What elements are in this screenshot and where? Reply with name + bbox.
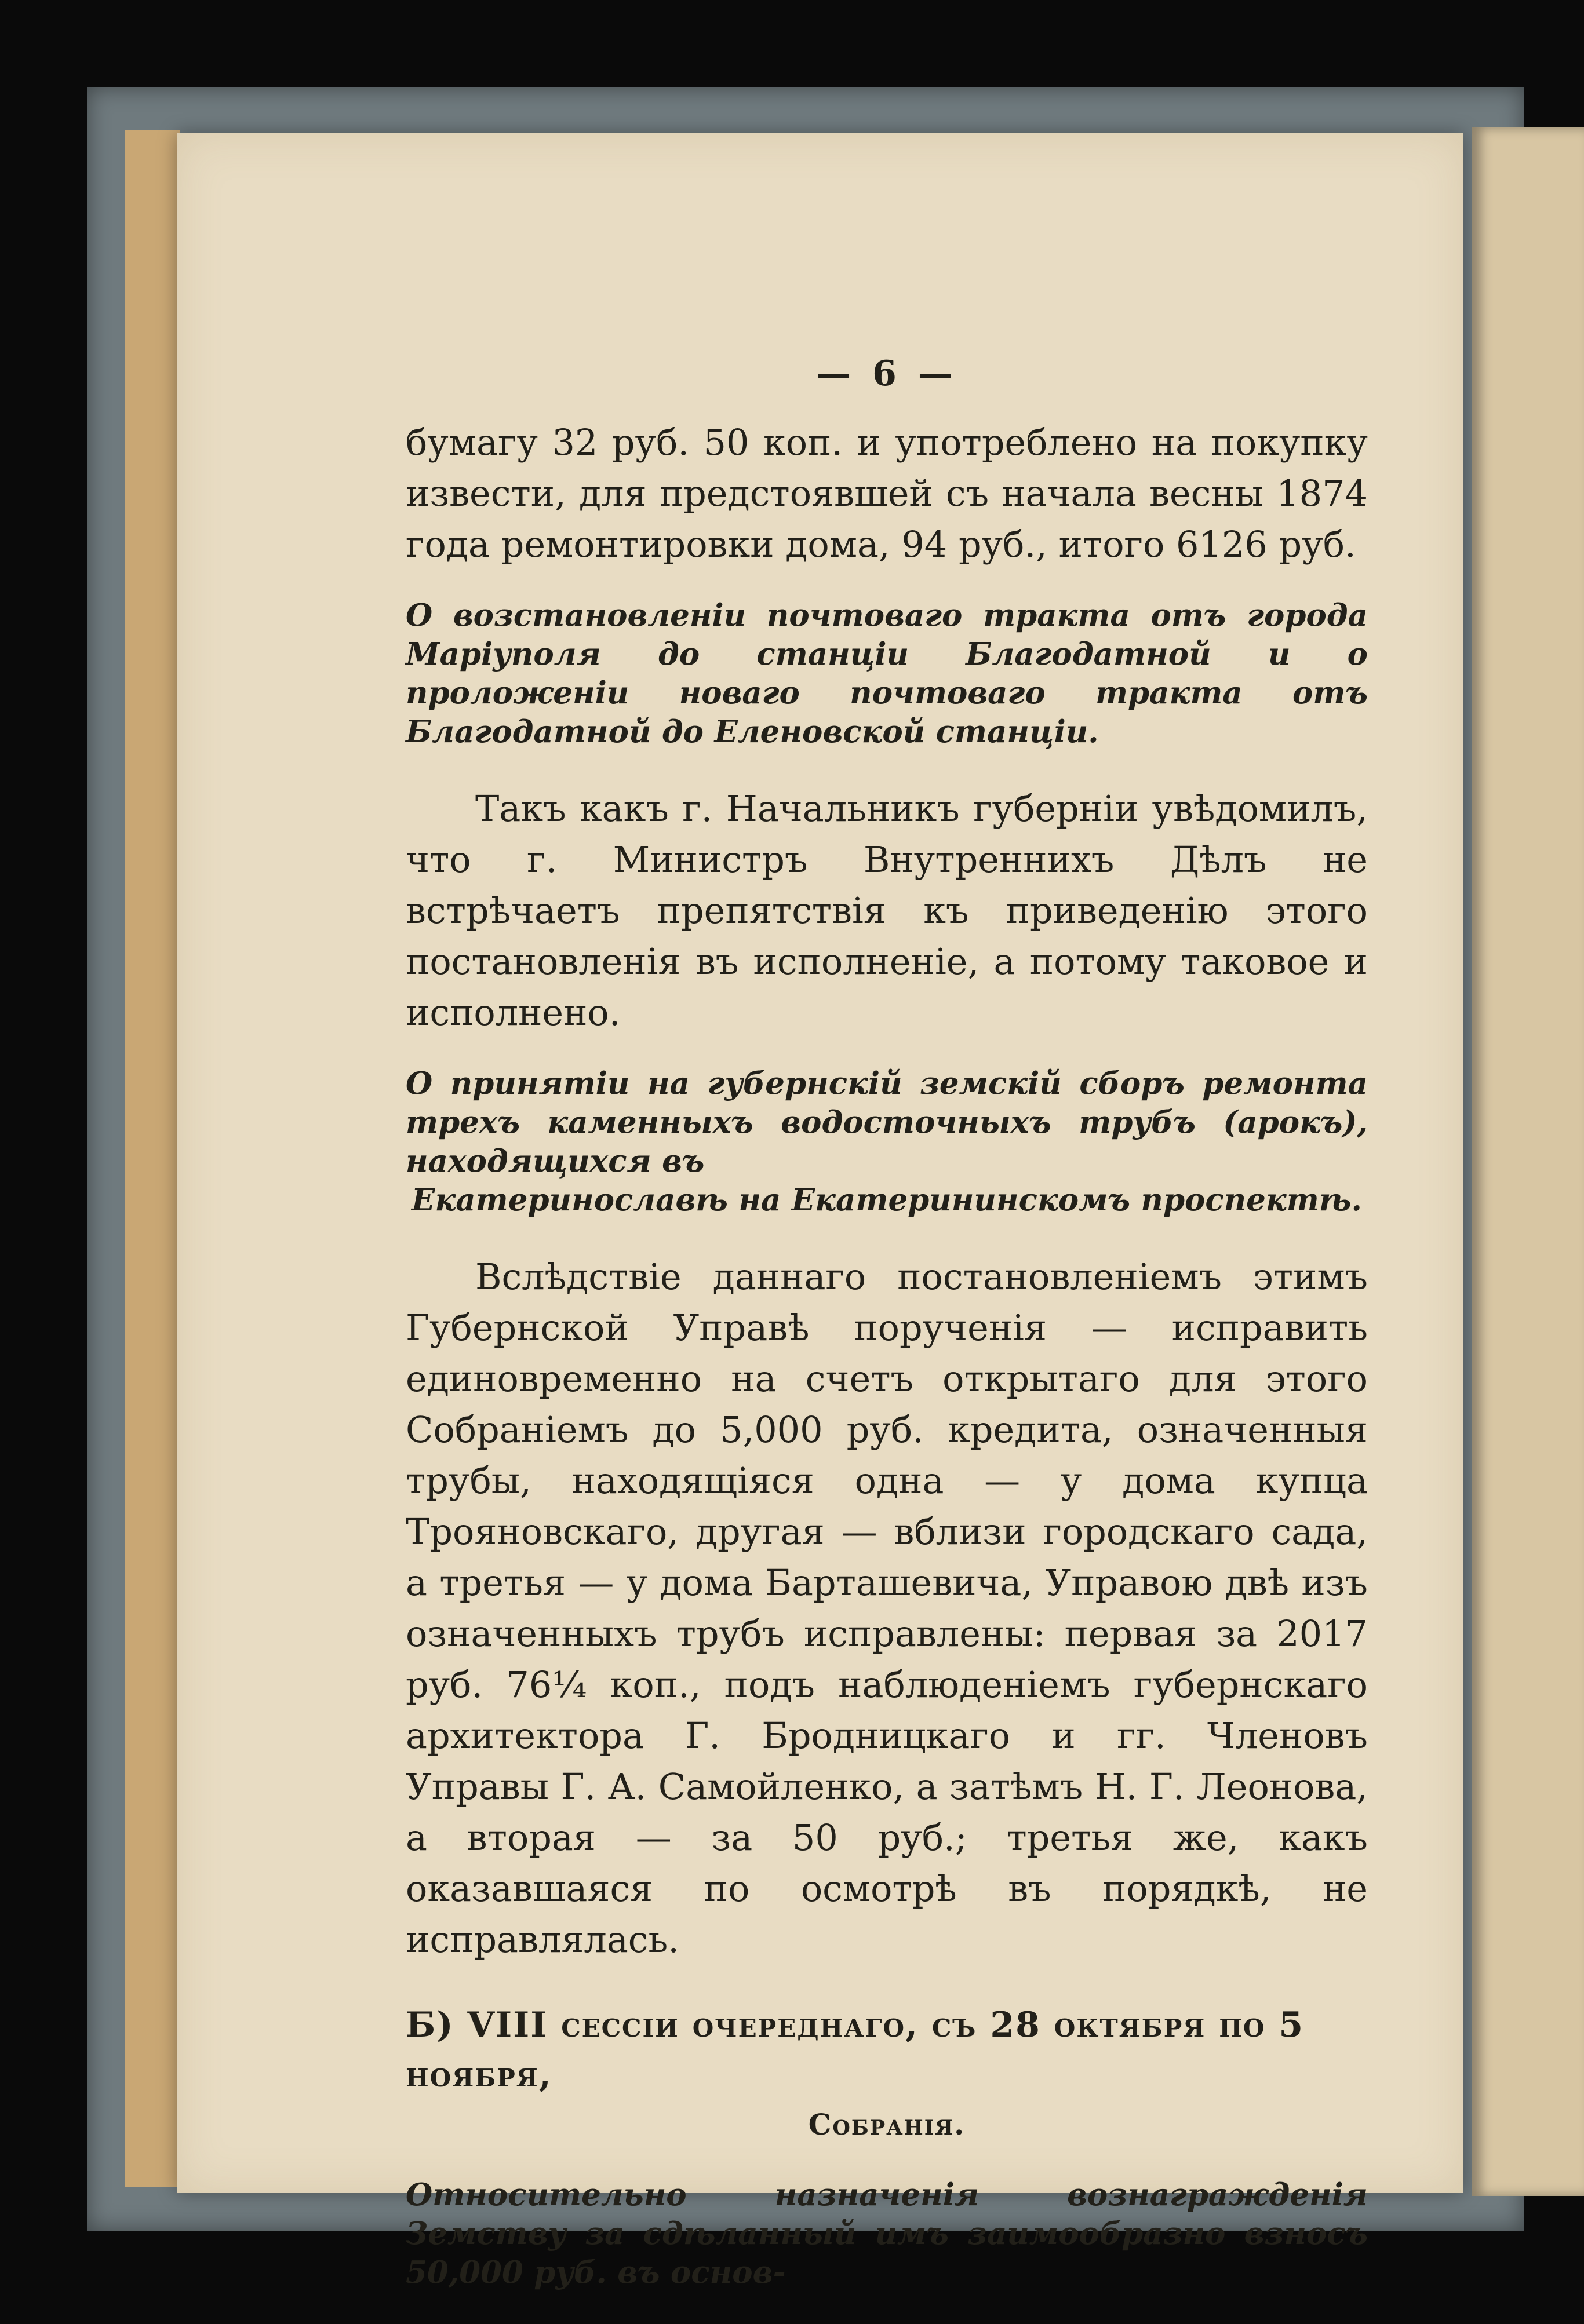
page-number: — 6 — [816,353,957,394]
heading-drain-pipes-last: Екатеринославѣ на Екатерининскомъ проспектѣ. [412,1182,1362,1218]
session-title-line2: Собранія. [808,2107,966,2141]
page-edge-strip [125,130,180,2187]
section-heading-drain-pipes [406,1064,1368,1220]
heading-drain-pipes-main: О принятіи на губернскій земскій сборъ ремонта трехъ каменныхъ водосточныхъ трубъ (арокъ), находящихся въ [406,1066,1368,1179]
facing-page-edge [1472,127,1584,2196]
section-heading-remuneration: Относительно назначенія вознагражденія Земству за сдѣланный имъ заимообразно взносъ 50,000 руб. въ основ- [406,2177,1368,2290]
page-content [406,353,1368,2324]
paragraph-minister: Такъ какъ г. Начальникъ губерніи увѣдомилъ, что г. Министръ Внутреннихъ Дѣлъ не встрѣчаетъ препятствія къ приведенію этого постановленія въ исполненіе, а потому таковое и исполнено. [406,787,1368,1034]
session-title [406,2000,1368,2150]
paragraph-continuation: бумагу 32 руб. 50 коп. и употреблено на покупку извести, для предстоявшей съ начала весны 1874 года ремонтировки дома, 94 руб., итого 6126 руб. [406,421,1368,566]
paragraph-repairs: Вслѣдствіе даннаго постановленіемъ этимъ Губернской Управѣ порученія — исправить единовременно на счетъ открытаго для этого Собраніемъ до 5,000 руб. кредита, означенныя трубы, находящіяся одна — у дома купца Трояновскаго, другая — вблизи городскаго сада, а третья — у дома Барташевича, Управою двѣ изъ означенныхъ трубъ исправлены: первая за 2017 руб. 76¼ коп., подъ наблюденіемъ губернскаго архитектора Г. Бродницкаго и гг. Членовъ Управы Г. А. Самойленко, а затѣмъ Н. Г. Леонова, а вторая — за 50 руб.; третья же, какъ оказавшаяся по осмотрѣ въ порядкѣ, не исправлялась. [406,1256,1368,1961]
session-title-line1: Б) VIII сессіи очереднаго, съ 28 октября по 5 ноября, [406,2005,1305,2095]
section-heading-postal-road: О возстановленіи почтоваго тракта отъ города Маріуполя до станціи Благодатной и о проложеніи новаго почтоваго тракта отъ Благодатной до Еленовской станціи. [406,597,1368,750]
